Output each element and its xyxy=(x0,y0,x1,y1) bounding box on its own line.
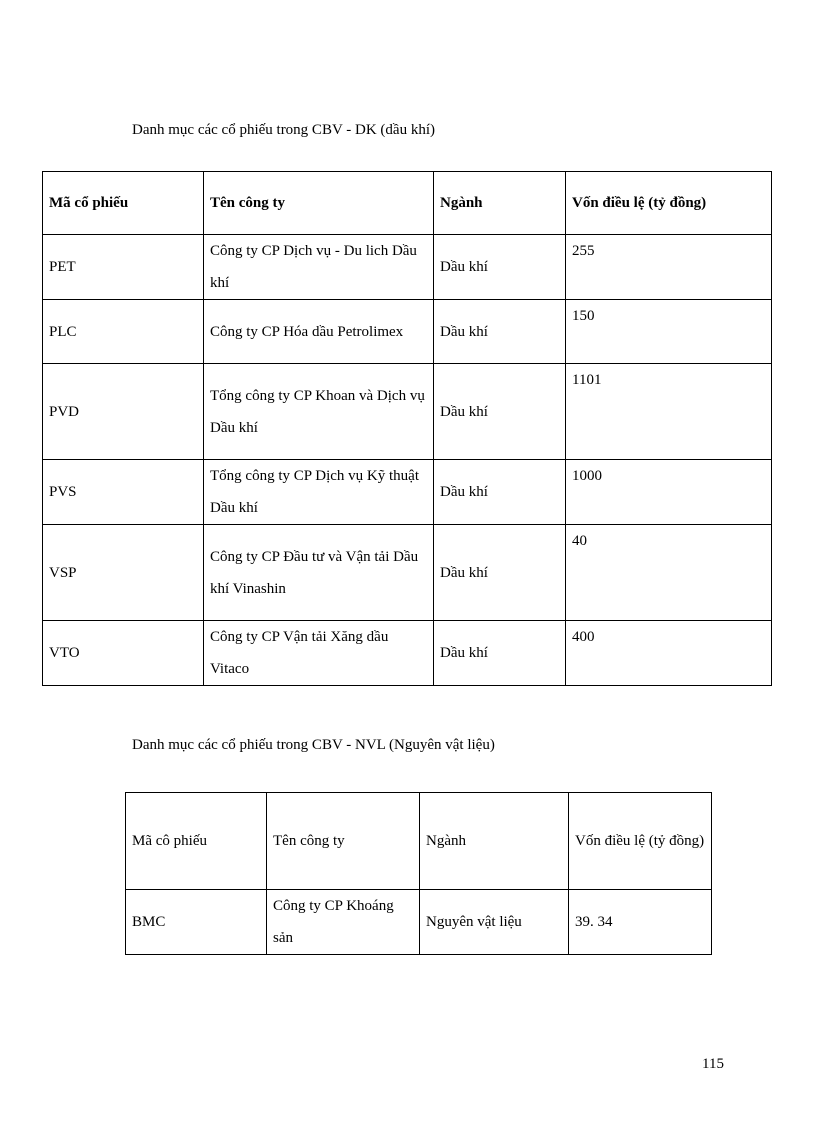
table-row xyxy=(43,525,772,621)
header-company-name: Tên công ty xyxy=(204,172,434,235)
table-row xyxy=(126,890,712,955)
stock-code-cell: VTO xyxy=(43,621,204,686)
table2-caption: Danh mục các cổ phiếu trong CBV - NVL (Nguyên vật liệu) xyxy=(132,737,495,753)
page-number: 115 xyxy=(702,1056,724,1072)
stock-code-cell: PET xyxy=(43,235,204,300)
stock-code-cell: PVS xyxy=(43,460,204,525)
capital-cell: 1000 xyxy=(566,460,772,525)
table-row xyxy=(43,460,772,525)
company-name-cell: Công ty CP Đầu tư và Vận tải Dầu khí Vinashin xyxy=(204,525,434,621)
capital-cell: 1101 xyxy=(566,364,772,460)
company-name-cell: Tổng công ty CP Dịch vụ Kỹ thuật Dầu khí xyxy=(204,460,434,525)
capital-cell: 150 xyxy=(566,300,772,364)
industry-cell: Dầu khí xyxy=(434,300,566,364)
header-charter-capital: Vốn điều lệ (tỷ đồng) xyxy=(569,793,712,890)
table-header-row xyxy=(126,793,712,890)
header-stock-code: Mã cổ phiếu xyxy=(43,172,204,235)
industry-cell: Dầu khí xyxy=(434,621,566,686)
table-row xyxy=(43,300,772,364)
industry-cell: Nguyên vật liệu xyxy=(420,890,569,955)
company-name-cell: Tổng công ty CP Khoan và Dịch vụ Dầu khí xyxy=(204,364,434,460)
company-name-cell: Công ty CP Hóa dầu Petrolimex xyxy=(204,300,434,364)
table-row xyxy=(43,621,772,686)
stock-code-cell: VSP xyxy=(43,525,204,621)
table1-caption: Danh mục các cổ phiếu trong CBV - DK (dầu khí) xyxy=(132,122,435,138)
capital-cell: 400 xyxy=(566,621,772,686)
oil-gas-stock-table xyxy=(42,171,772,686)
company-name-cell: Công ty CP Khoáng sản xyxy=(267,890,420,955)
company-name-cell: Công ty CP Vận tải Xăng dầu Vitaco xyxy=(204,621,434,686)
table-row xyxy=(43,364,772,460)
company-name-cell: Công ty CP Dịch vụ - Du lich Dầu khí xyxy=(204,235,434,300)
header-industry: Ngành xyxy=(434,172,566,235)
stock-code-cell: BMC xyxy=(126,890,267,955)
header-company-name: Tên công ty xyxy=(267,793,420,890)
capital-cell: 40 xyxy=(566,525,772,621)
header-charter-capital: Vốn điều lệ (tỷ đồng) xyxy=(566,172,772,235)
header-stock-code: Mã cô phiếu xyxy=(126,793,267,890)
header-industry: Ngành xyxy=(420,793,569,890)
industry-cell: Dầu khí xyxy=(434,460,566,525)
table-row xyxy=(43,235,772,300)
industry-cell: Dầu khí xyxy=(434,235,566,300)
capital-cell: 255 xyxy=(566,235,772,300)
table-header-row xyxy=(43,172,772,235)
industry-cell: Dầu khí xyxy=(434,525,566,621)
stock-code-cell: PLC xyxy=(43,300,204,364)
stock-code-cell: PVD xyxy=(43,364,204,460)
materials-stock-table xyxy=(125,792,712,955)
industry-cell: Dầu khí xyxy=(434,364,566,460)
capital-cell: 39. 34 xyxy=(569,890,712,955)
